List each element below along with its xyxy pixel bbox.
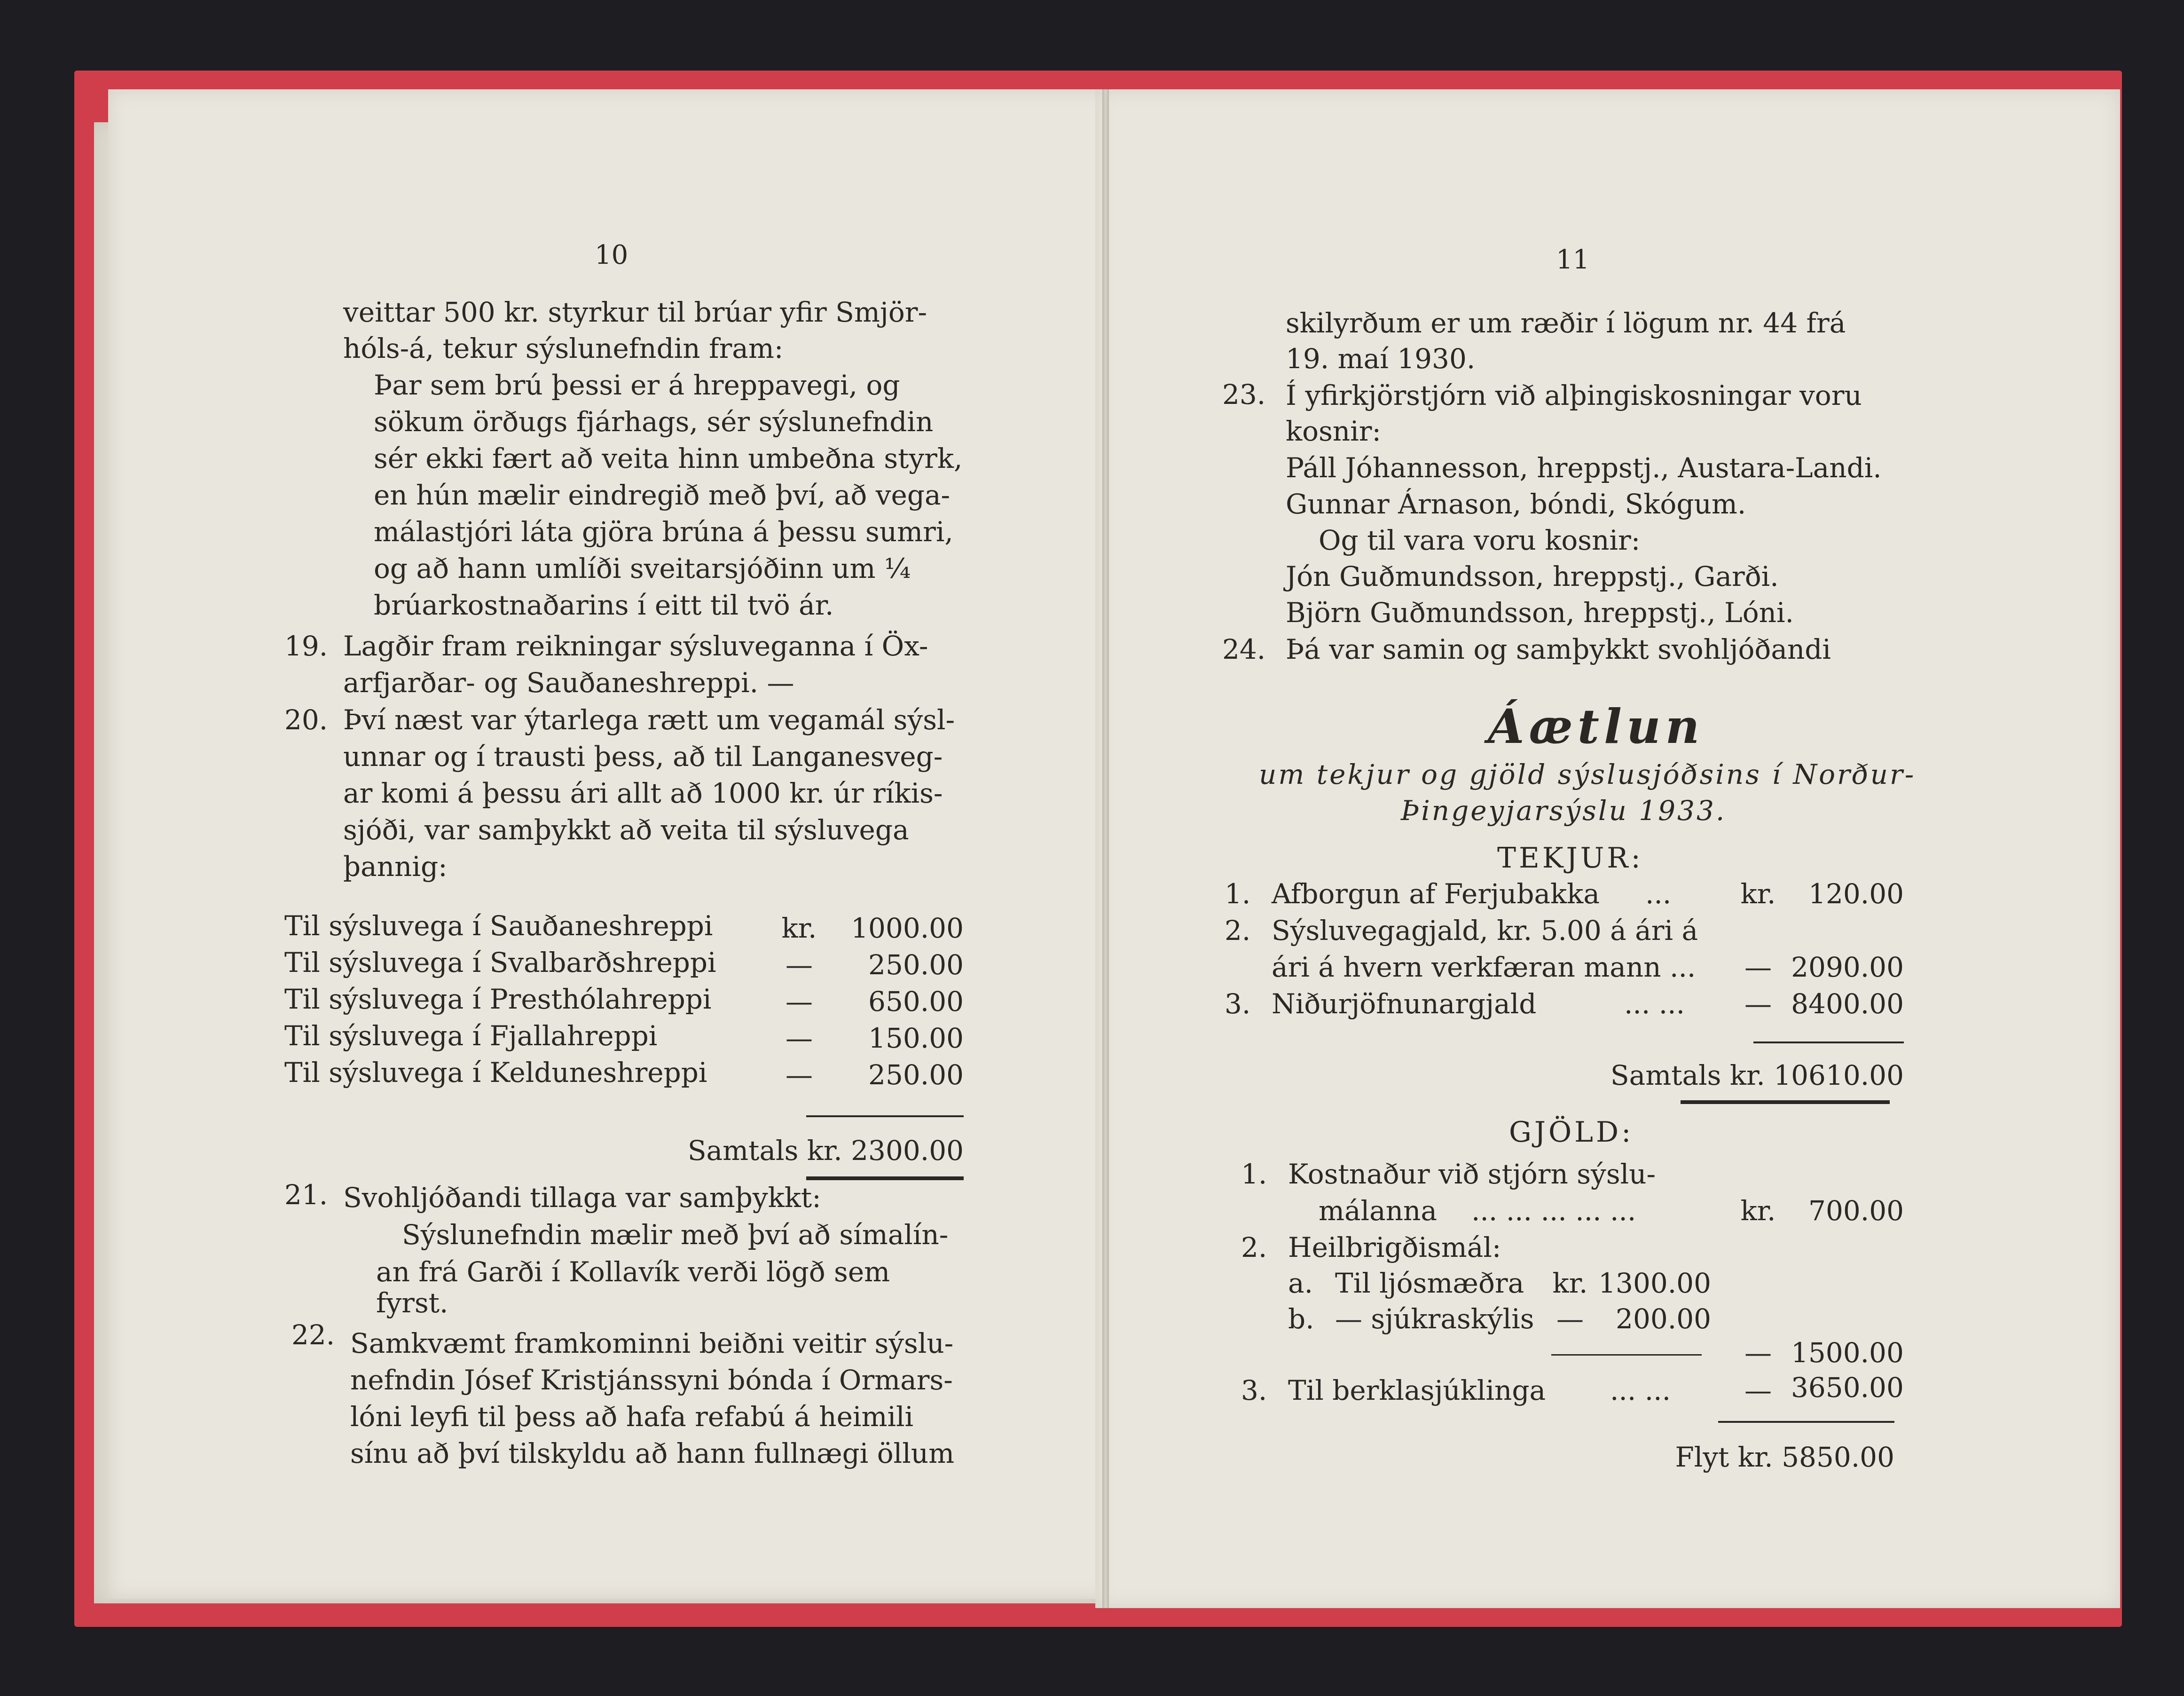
expense-dots: ... ... bbox=[1610, 1374, 1671, 1406]
allocation-mark: — bbox=[786, 1022, 813, 1054]
expense-num: 3. bbox=[1241, 1374, 1267, 1406]
text-line: veittar 500 kr. styrkur til brúar yfir Smjör- bbox=[343, 296, 927, 328]
elected-member: Páll Jóhannesson, hreppstj., Austara-Landi. bbox=[1286, 452, 1882, 484]
income-num: 3. bbox=[1225, 988, 1251, 1020]
item-number: 21. bbox=[284, 1179, 328, 1211]
quote-line: og að hann umlíði sveitarsjóðinn um ¼ bbox=[374, 552, 911, 584]
income-amount: 120.00 bbox=[1808, 878, 1904, 910]
allocation-label: Til sýsluvega í Svalbarðshreppi bbox=[284, 947, 716, 978]
quote-line: Þar sem brú þessi er á hreppavegi, og bbox=[374, 369, 900, 401]
income-mark: — bbox=[1744, 988, 1772, 1020]
income-label: ári á hvern verkfæran mann ... bbox=[1272, 951, 1696, 983]
text-line: Samkvæmt framkominni beiðni veitir sýslu- bbox=[350, 1327, 954, 1359]
text-line: kosnir: bbox=[1286, 415, 1381, 447]
allocation-label: Til sýsluvega í Kelduneshreppi bbox=[284, 1057, 707, 1089]
page-number-right: 11 bbox=[1556, 245, 1590, 275]
text-line: sjóði, var samþykkt að veita til sýsluvega bbox=[343, 814, 909, 846]
expense-amount: 1500.00 bbox=[1791, 1337, 1904, 1369]
expense-amount: 1300.00 bbox=[1598, 1267, 1711, 1299]
expense-mark: — bbox=[1744, 1337, 1772, 1369]
quote-line: en hún mælir eindregið með því, að vega- bbox=[374, 479, 951, 511]
expense-num: 2. bbox=[1241, 1231, 1267, 1263]
allocation-mark: — bbox=[786, 986, 813, 1018]
expense-mark: — bbox=[1744, 1374, 1772, 1406]
sum-rule bbox=[1551, 1354, 1702, 1356]
text-line: Lagðir fram reikningar sýsluveganna í Öx- bbox=[343, 630, 928, 662]
expense-label: Heilbrigðismál: bbox=[1288, 1231, 1501, 1263]
text-line: sínu að því tilskyldu að hann fullnægi öllum bbox=[350, 1437, 955, 1469]
sum-rule bbox=[1718, 1421, 1894, 1423]
subtitle-line: Þingeyjarsýslu 1933. bbox=[1401, 795, 1727, 827]
subtitle-line: um tekjur og gjöld sýslusjóðsins í Norður- bbox=[1259, 758, 1916, 790]
expense-dots: ... ... ... ... ... bbox=[1471, 1195, 1636, 1227]
text-line: þannig: bbox=[343, 851, 448, 883]
expense-amount: 3650.00 bbox=[1791, 1372, 1904, 1404]
expense-mark: — bbox=[1556, 1303, 1584, 1335]
item-number: 22. bbox=[291, 1319, 335, 1351]
item-number: 23. bbox=[1222, 379, 1266, 410]
expense-label: málanna bbox=[1319, 1195, 1437, 1227]
total-double-rule bbox=[1681, 1100, 1890, 1104]
allocation-amount: 250.00 bbox=[868, 1059, 964, 1091]
quote-line: an frá Garði í Kollavík verði lögð sem bbox=[376, 1256, 890, 1288]
expense-sublabel: Til ljósmæðra bbox=[1335, 1267, 1524, 1299]
allocation-label: Til sýsluvega í Presthólahreppi bbox=[284, 983, 712, 1015]
book-gutter bbox=[1102, 89, 1109, 1608]
alternate-member: Jón Guðmundsson, hreppstj., Garði. bbox=[1286, 560, 1779, 592]
income-amount: 8400.00 bbox=[1791, 988, 1904, 1020]
quote-line: sökum örðugs fjárhags, sér sýslunefndin bbox=[374, 406, 934, 438]
allocation-total: Samtals kr. 2300.00 bbox=[687, 1135, 964, 1167]
allocation-amount: 650.00 bbox=[868, 986, 964, 1018]
item-number: 20. bbox=[284, 704, 328, 736]
page-number-left: 10 bbox=[595, 240, 628, 270]
text-line: Því næst var ýtarlega rætt um vegamál sýsl- bbox=[343, 704, 955, 736]
income-dots: ... ... bbox=[1624, 988, 1685, 1020]
expense-amount: 200.00 bbox=[1616, 1303, 1711, 1335]
allocation-label: Til sýsluvega í Fjallahreppi bbox=[284, 1020, 658, 1052]
alternate-member: Björn Guðmundsson, hreppstj., Lóni. bbox=[1286, 597, 1794, 629]
elected-member: Gunnar Árnason, bóndi, Skógum. bbox=[1286, 488, 1746, 520]
sum-rule bbox=[806, 1115, 964, 1117]
text-line: ar komi á þessu ári allt að 1000 kr. úr ríkis- bbox=[343, 777, 943, 809]
quote-line: Sýslunefndin mælir með því að símalín- bbox=[402, 1219, 949, 1251]
expense-label: Kostnaður við stjórn sýslu- bbox=[1288, 1158, 1656, 1190]
expense-num: 1. bbox=[1241, 1158, 1267, 1190]
sum-rule bbox=[1753, 1041, 1904, 1043]
income-num: 2. bbox=[1225, 915, 1251, 947]
allocation-amount: 1000.00 bbox=[851, 912, 964, 944]
allocation-amount: 150.00 bbox=[868, 1022, 964, 1054]
text-line: Í yfirkjörstjórn við alþingiskosningar voru bbox=[1286, 379, 1862, 411]
item-number: 19. bbox=[284, 630, 328, 662]
carry-forward: Flyt kr. 5850.00 bbox=[1675, 1441, 1894, 1473]
expense-mark: kr. bbox=[1740, 1195, 1776, 1227]
income-mark: kr. bbox=[1740, 878, 1776, 910]
document-title: Áætlun bbox=[1488, 699, 1705, 754]
text-line: unnar og í trausti þess, að til Langanesveg- bbox=[343, 741, 943, 773]
expense-label: Til berklasjúklinga bbox=[1288, 1374, 1546, 1406]
income-amount: 2090.00 bbox=[1791, 951, 1904, 983]
allocation-label: Til sýsluvega í Sauðaneshreppi bbox=[284, 910, 713, 942]
quote-line: fyrst. bbox=[376, 1287, 448, 1319]
text-line: skilyrðum er um ræðir í lögum nr. 44 frá bbox=[1286, 307, 1846, 339]
text-line: Þá var samin og samþykkt svohljóðandi bbox=[1286, 633, 1831, 665]
income-num: 1. bbox=[1225, 878, 1251, 910]
alternates-heading: Og til vara voru kosnir: bbox=[1319, 524, 1641, 556]
allocation-mark: — bbox=[786, 949, 813, 981]
allocation-mark: kr. bbox=[781, 912, 817, 944]
total-double-rule bbox=[806, 1176, 964, 1180]
income-label: Afborgun af Ferjubakka bbox=[1272, 878, 1600, 910]
allocation-amount: 250.00 bbox=[868, 949, 964, 981]
expense-heading: GJÖLD: bbox=[1509, 1116, 1634, 1149]
income-dots: ... bbox=[1645, 878, 1672, 910]
expense-sublabel: — sjúkraskýlis bbox=[1335, 1303, 1534, 1335]
quote-line: sér ekki fært að veita hinn umbeðna styrk, bbox=[374, 442, 963, 474]
quote-line: brúarkostnaðarins í eitt til tvö ár. bbox=[374, 589, 834, 621]
expense-amount: 700.00 bbox=[1808, 1195, 1904, 1227]
expense-subnum: b. bbox=[1288, 1303, 1314, 1335]
income-mark: — bbox=[1744, 951, 1772, 983]
income-total: Samtals kr. 10610.00 bbox=[1610, 1059, 1904, 1091]
income-label: Niðurjöfnunargjald bbox=[1272, 988, 1537, 1020]
expense-subnum: a. bbox=[1288, 1267, 1313, 1299]
income-heading: TEKJUR: bbox=[1497, 842, 1643, 875]
income-label: Sýsluvegagjald, kr. 5.00 á ári á bbox=[1272, 915, 1698, 947]
text-line: 19. maí 1930. bbox=[1286, 343, 1476, 375]
text-line: hóls-á, tekur sýslunefndin fram: bbox=[343, 332, 784, 364]
text-line: lóni leyfi til þess að hafa refabú á heimili bbox=[350, 1401, 914, 1433]
text-line: Svohljóðandi tillaga var samþykkt: bbox=[343, 1182, 821, 1214]
item-number: 24. bbox=[1222, 633, 1266, 665]
text-line: nefndin Jósef Kristjánssyni bónda í Ormars- bbox=[350, 1364, 953, 1396]
expense-mark: kr. bbox=[1552, 1267, 1588, 1299]
allocation-mark: — bbox=[786, 1059, 813, 1091]
text-line: arfjarðar- og Sauðaneshreppi. — bbox=[343, 667, 794, 699]
quote-line: málastjóri láta gjöra brúna á þessu sumri, bbox=[374, 516, 953, 548]
